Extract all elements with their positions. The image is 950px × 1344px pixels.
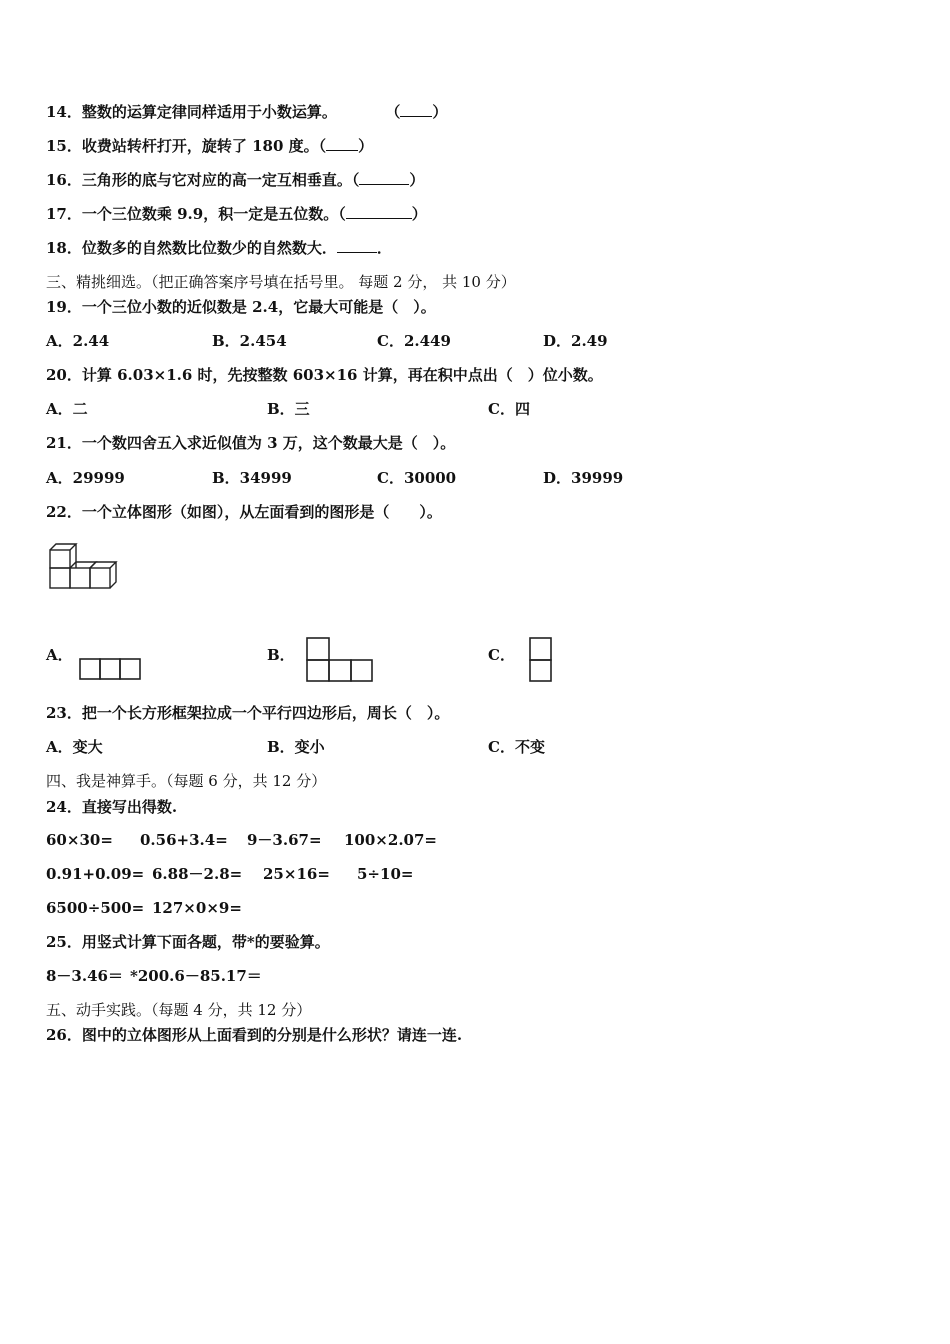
question-15-text: 15．收费站转杆打开，旋转了 180 度。（ (46, 137, 327, 155)
calc-item: *200.6－85.17＝ (130, 967, 262, 985)
answer-blank[interactable] (346, 204, 412, 219)
question-24: 24．直接写出得数. (46, 798, 178, 816)
question-15: 15．收费站转杆打开，旋转了 180 度。（ ） (46, 137, 374, 155)
option-b[interactable]: B．34999 (212, 469, 292, 487)
question-18-text: 18．位数多的自然数比位数少的自然数大． (46, 239, 337, 257)
question-20: 20．计算 6.03×1.6 时，先按整数 603×16 计算，再在积中点出（ ）位小数。 (46, 366, 603, 384)
option-c[interactable]: C．2.449 (377, 332, 451, 350)
calc-item: 8－3.46＝ (46, 967, 123, 985)
option-a[interactable]: A． (46, 646, 73, 664)
option-a[interactable]: A．变大 (46, 738, 103, 756)
solid-figure-image (46, 540, 126, 592)
calc-item: 9－3.67= (247, 831, 322, 849)
option-c[interactable]: C．不变 (488, 738, 545, 756)
option-c[interactable]: C． (488, 646, 515, 664)
option-a[interactable]: A．29999 (46, 469, 125, 487)
option-a[interactable]: A．2.44 (46, 332, 110, 350)
answer-blank[interactable] (359, 170, 409, 185)
section-4-heading: 四、我是神算手。（每题 6 分，共 12 分） (46, 772, 327, 790)
question-25: 25．用竖式计算下面各题，带*的要验算。 (46, 933, 330, 951)
option-d[interactable]: D．39999 (543, 469, 624, 487)
question-26: 26．图中的立体图形从上面看到的分别是什么形状？请连一连. (46, 1026, 463, 1044)
question-18: 18．位数多的自然数比位数少的自然数大． ． (46, 239, 392, 257)
calc-item: 0.56+3.4= (140, 831, 228, 849)
question-22: 22．一个立体图形（如图），从左面看到的图形是（ ）。 (46, 503, 442, 521)
option-b[interactable]: B．变小 (267, 738, 325, 756)
calc-item: 60×30= (46, 831, 113, 849)
calc-item: 127×0×9= (152, 899, 242, 917)
calc-item: 6.88－2.8= (152, 865, 243, 883)
option-a-shape[interactable] (78, 656, 144, 682)
calc-item: 100×2.07= (344, 831, 437, 849)
option-c-shape[interactable] (528, 636, 554, 684)
calc-item: 25×16= (263, 865, 330, 883)
option-b[interactable]: B．2.454 (212, 332, 287, 350)
section-3-heading: 三、精挑细选。（把正确答案序号填在括号里。 每题 2 分， 共 10 分） (46, 273, 516, 291)
calc-item: 5÷10= (357, 865, 414, 883)
answer-blank[interactable] (337, 238, 377, 253)
question-19: 19．一个三位小数的近似数是 2.4，它最大可能是（ ）。 (46, 298, 436, 316)
calc-item: 6500÷500= (46, 899, 145, 917)
option-c[interactable]: C．30000 (377, 469, 457, 487)
question-14: 14．整数的运算定律同样适用于小数运算。 （ ） (46, 103, 448, 121)
question-16: 16．三角形的底与它对应的高一定互相垂直。（ ） (46, 171, 425, 189)
answer-blank[interactable] (326, 136, 358, 151)
answer-blank[interactable] (400, 102, 432, 117)
question-17-text: 17．一个三位数乘 9.9，积一定是五位数。（ (46, 205, 346, 223)
calc-item: 0.91+0.09= (46, 865, 145, 883)
question-16-text: 16．三角形的底与它对应的高一定互相垂直。（ (46, 171, 360, 189)
option-b-shape[interactable] (305, 636, 375, 684)
option-c[interactable]: C．四 (488, 400, 530, 418)
question-23: 23．把一个长方形框架拉成一个平行四边形后，周长（ ）。 (46, 704, 450, 722)
option-b[interactable]: B． (267, 646, 295, 664)
question-14-text: 14．整数的运算定律同样适用于小数运算。 (46, 103, 337, 121)
option-b[interactable]: B．三 (267, 400, 310, 418)
section-5-heading: 五、动手实践。（每题 4 分，共 12 分） (46, 1001, 312, 1019)
option-a[interactable]: A．二 (46, 400, 88, 418)
option-d[interactable]: D．2.49 (543, 332, 608, 350)
question-21: 21．一个数四舍五入求近似值为 3 万，这个数最大是（ ）。 (46, 434, 456, 452)
question-17: 17．一个三位数乘 9.9，积一定是五位数。（ ） (46, 205, 427, 223)
